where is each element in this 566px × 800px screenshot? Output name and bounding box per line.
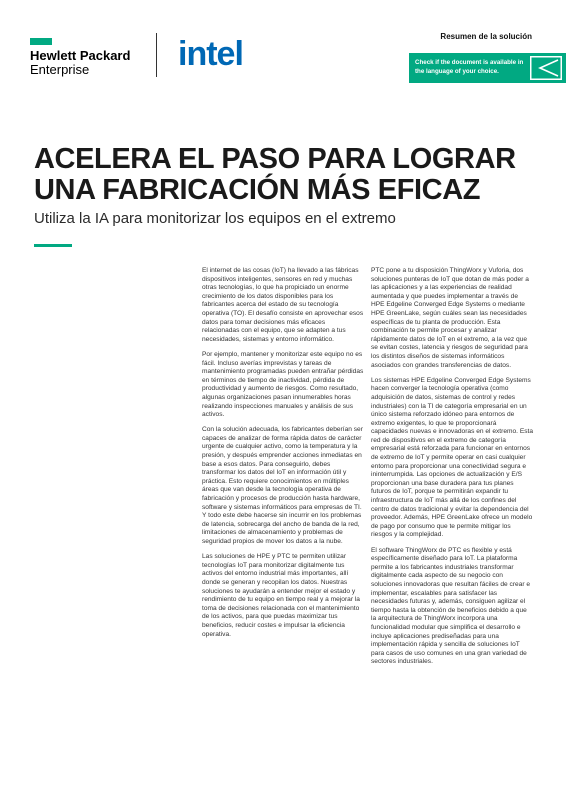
page-subtitle: Utiliza la IA para monitorizar los equipos en el extremo	[34, 210, 396, 227]
logo-divider	[156, 33, 157, 77]
accent-rule	[34, 244, 72, 247]
hpe-logo-line2: Enterprise	[30, 62, 90, 77]
body-column-left	[202, 267, 364, 646]
paragraph: PTC pone a tu disposición ThingWorx y Vuforia, dos soluciones punteras de IoT que dotan de más poder a las aplicaciones y a las experiencias de realidad aumentada y que puedes implementar a través de HPE Edgeline Converged Edge Systems o mediante HPE GreenLake, según cuáles sean las necesidades específicas de tu planta de producción. Esta combinación te permite procesar y analizar rápidamente datos de IoT en el extremo, a la vez que se evitan costes, latencia y riesgos de seguridad para los distintos diseños de sistemas informáticos asociados con grandes transferencias de datos.	[371, 267, 529, 369]
paragraph: Los sistemas HPE Edgeline Converged Edge Systems hacen converger la tecnología operativa (como adquisición de datos, sistemas de control y redes industriales) con la TI de categoría empresarial en un único sistema reforzado idóneo para entornos de extremo exigentes, lo que te proporcionará capacidades nuevas e innovadoras en el extremo. Esta red de dispositivos en el extremo de categoría empresarial está reforzada para funcionar en entornos de extremo de IoT y permite operar en casi cualquier entorno para proporcionar una conectividad segura e ininterrumpida. Las opciones de actualización y E/S proporcionan una base duradera para tus planes futuros de IoT, porque te permitirán expandir tu infraestructura de IoT más allá de los confines del centro de datos tradicional y evitar la dependencia del proveedor. Además, HPE GreenLake ofrece un modelo de pago por consumo que te permite mitigar los riesgos y la complejidad.	[371, 376, 534, 539]
language-banner[interactable]	[409, 53, 566, 83]
intel-logo: intel	[178, 35, 243, 73]
arrow-left-icon[interactable]	[530, 56, 562, 80]
paragraph: El software ThingWorx de PTC es flexible y está específicamente diseñado para IoT. La plataforma permite a los fabricantes industriales transformar digitalmente cada aspecto de su negocio con soluciones innovadoras que resultan fáciles de crear e implementar, escalables para satisfacer las necesidades futuras y, además, consiguen agilizar el tiempo hasta la obtención de beneficios debido a que la arquitectura de ThingWorx incorpora una funcionalidad modular que simplifica el desarrollo e incluye aplicaciones prediseñadas para una implementación rápida y sencilla de soluciones IoT para casos de uso comunes en una gran variedad de sectores industriales.	[371, 546, 531, 666]
paragraph: Las soluciones de HPE y PTC te permiten utilizar tecnologías IoT para monitorizar digitalmente tus activos del entorno industrial más importantes, allí donde se generan y recopilan los datos. Nuestras soluciones te ayudarán a entender mejor el estado y rendimiento de tu equipo en tiempo real y a mejorar la toma de decisiones relacionada con el mantenimiento de los activos, para que puedas maximizar tus beneficios, reducir costes e impulsar la eficiencia operativa.	[202, 553, 360, 638]
document-type-label: Resumen de la solución	[440, 32, 532, 41]
paragraph: El internet de las cosas (IoT) ha llevado a las fábricas dispositivos inteligentes, sensores en red y muchas otras tecnologías, lo que ha propiciado un enorme crecimiento de los datos disponibles para los fabricantes acerca del estado de su tecnología operativa (TO). El desafío consiste en aprovechar esos datos para tomar decisiones más eficaces relacionadas con el equipo, que se adapten a tus necesidades, sistemas y entorno informático.	[202, 267, 364, 343]
hpe-logo-line1: Hewlett Packard	[30, 48, 131, 63]
hpe-logo	[30, 38, 130, 77]
paragraph: Por ejemplo, mantener y monitorizar este equipo no es fácil. Incluso averías imprevistas y tareas de mantenimiento programadas pueden entrañar pérdidas en términos de tiempo de inactividad, pérdida de productividad y aumento de riesgos. Como resultado, algunas organizaciones pasan innumerables horas realizando inspecciones manuales y análisis de sus activos.	[202, 350, 364, 419]
hpe-logo-bar	[30, 38, 52, 45]
body-column-right	[371, 267, 533, 674]
language-banner-text: Check if the document is available in the language of your choice.	[415, 59, 524, 75]
paragraph: Con la solución adecuada, los fabricantes deberían ser capaces de analizar de forma rápida datos de carácter urgente de cualquier activo, como la temperatura y la presión, y después emprender acciones inmediatas en base a esos datos. Para conseguirlo, debes transformar los datos del IoT en información útil y práctica. Esto requiere conocimientos en múltiples áreas que van desde la tecnología operativa de fabricación y procesos de producción hasta hardware, software y sistemas informáticos para empresas de TI. Y todo este debe hacerse sin incurrir en los problemas de latencia, sobrecarga del ancho de banda de la red, limitaciones de almacenamiento y problemas de seguridad propios de mover los datos a la nube.	[202, 426, 363, 545]
page-title: ACELERA EL PASO PARA LOGRAR UNA FABRICACIÓN MÁS EFICAZ	[34, 143, 516, 206]
